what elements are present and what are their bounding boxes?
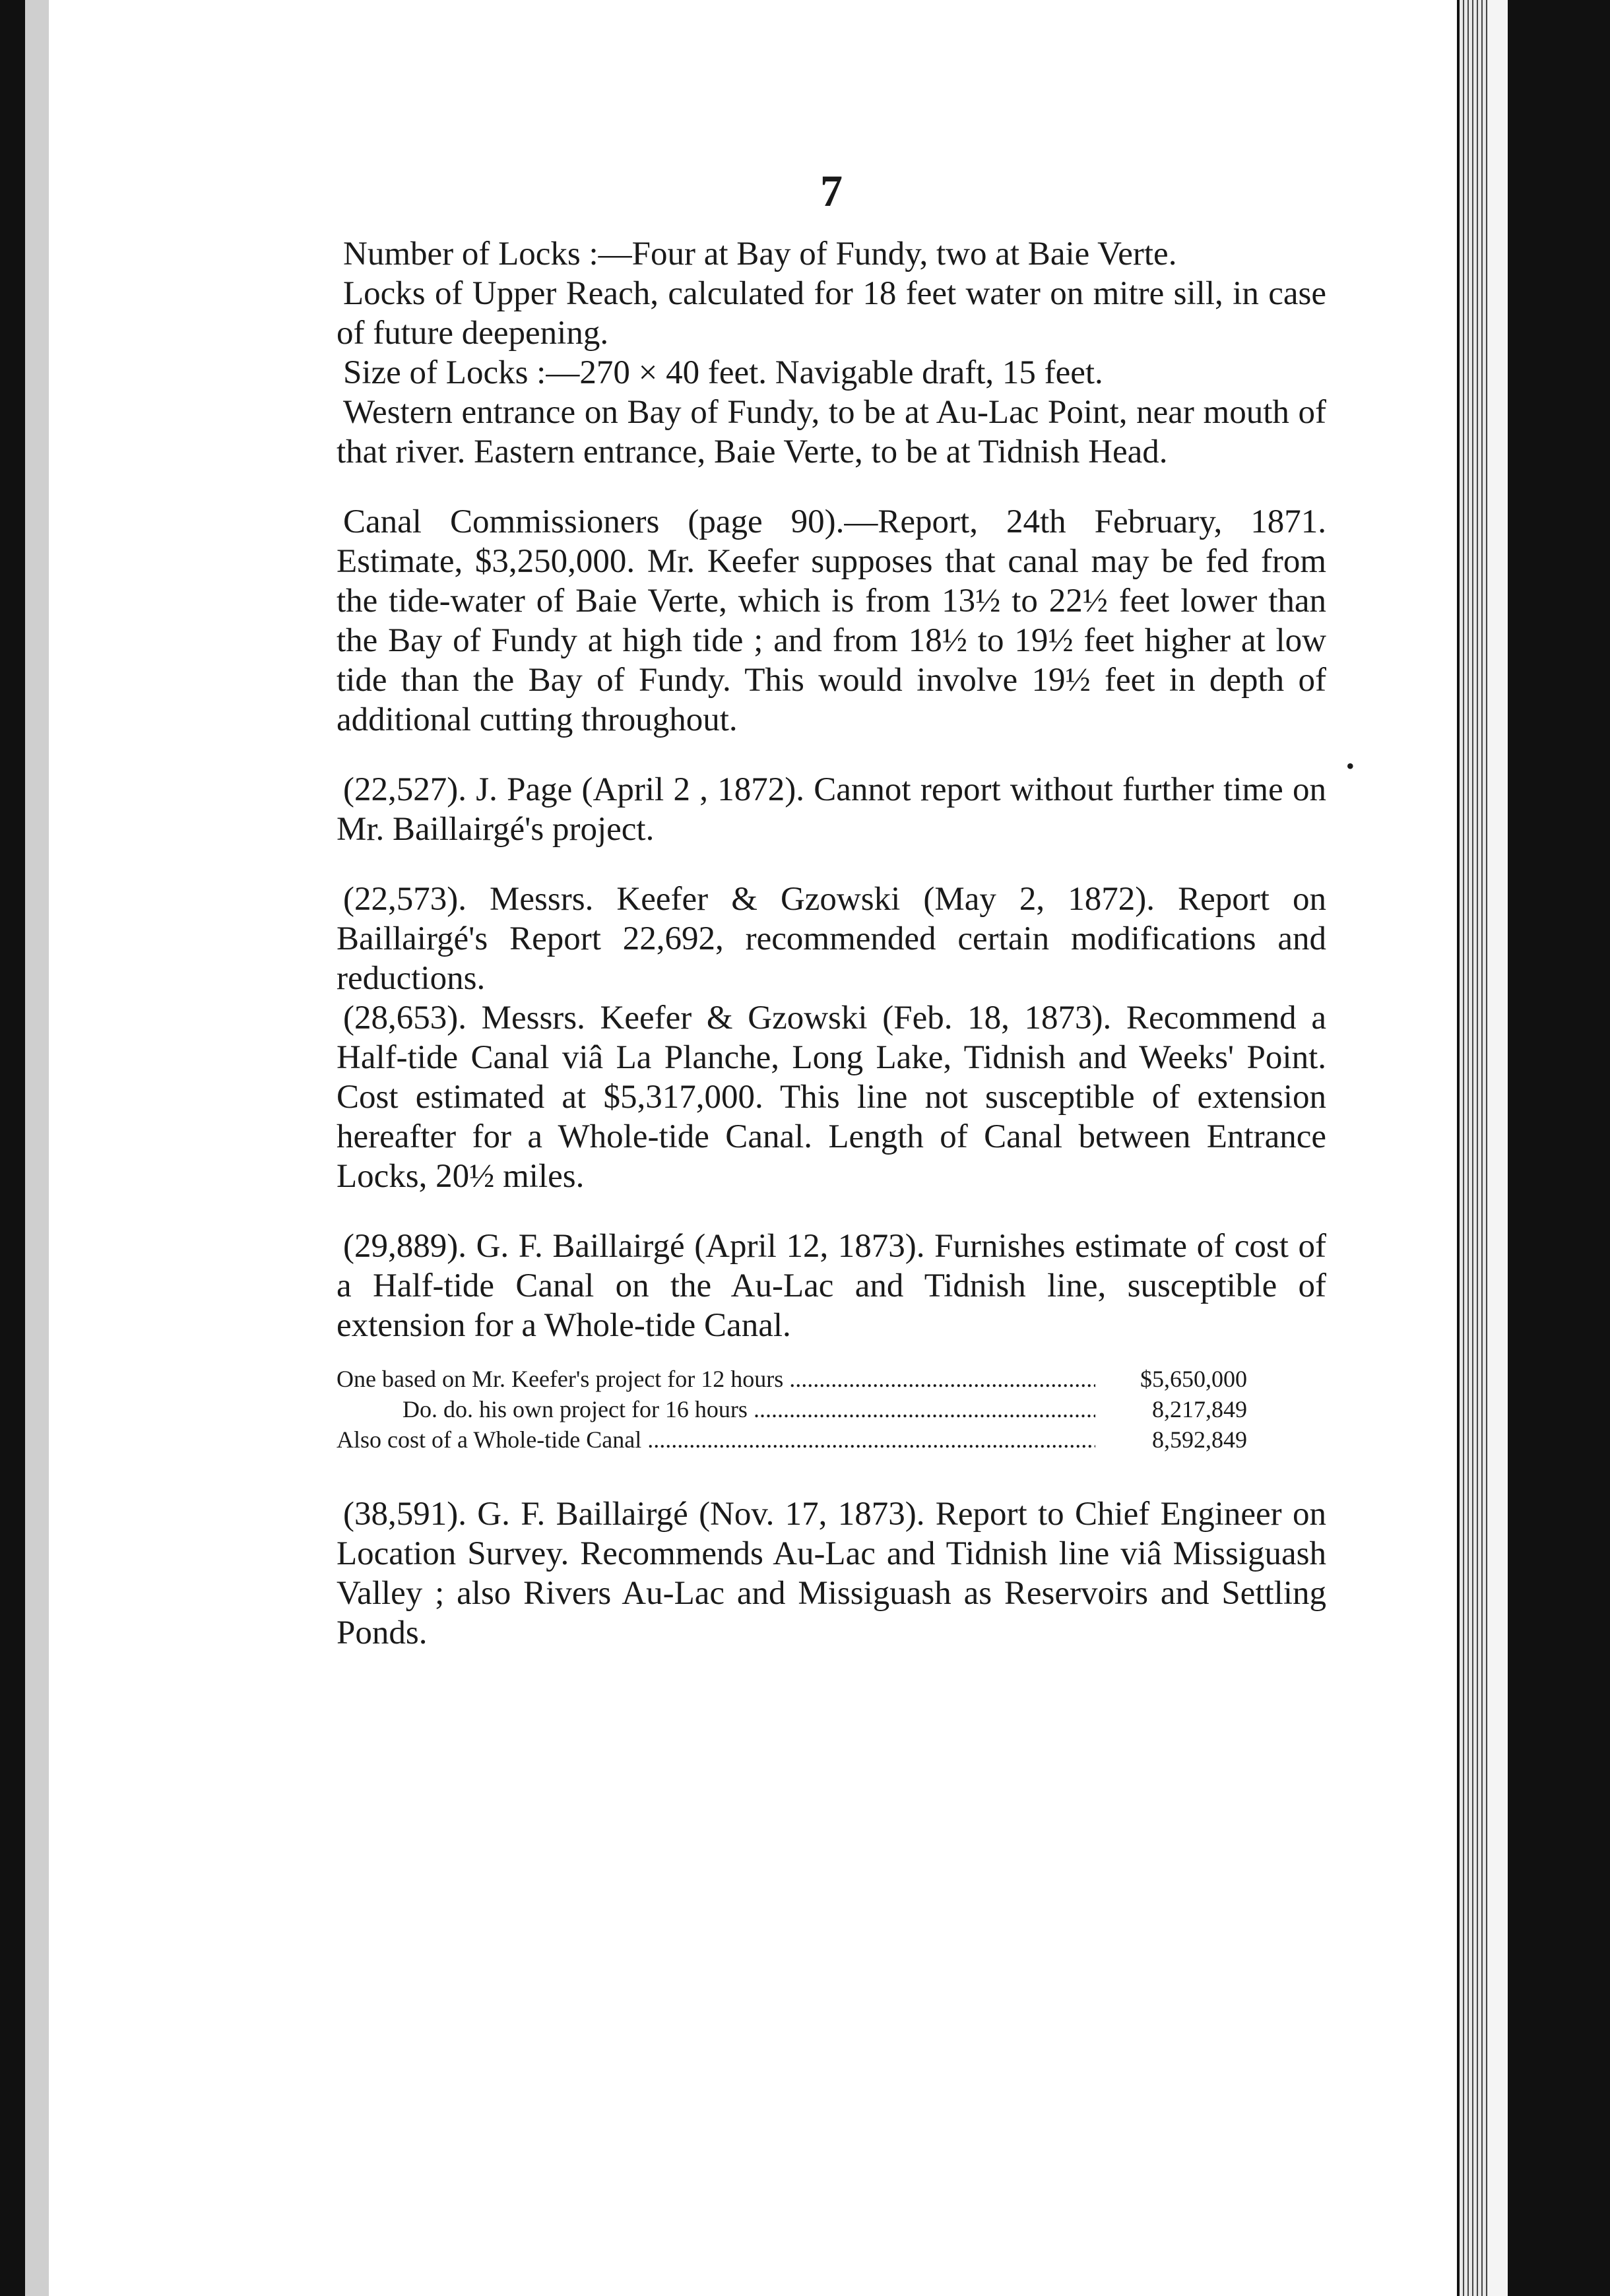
estimate-amount: 8,592,849 (1152, 1426, 1247, 1453)
paragraph-29889: (29,889). G. F. Baillairgé (April 12, 1873). Furnishes estimate of cost of a Half-tide Canal on the Au-Lac and Tidnish line, susceptible of extension for a Whole-tide Canal. (337, 1228, 1326, 1344)
page-edge-leaves (1460, 0, 1489, 2296)
paragraph-entrances: Western entrance on Bay of Fundy, to be at Au-Lac Point, near mouth of that river. Eastern entrance, Baie Verte, to be at Tidnish Head. (337, 394, 1326, 470)
estimate-table (337, 1364, 1247, 1455)
estimate-row (337, 1424, 1247, 1455)
estimate-amount: $5,650,000 (1140, 1366, 1247, 1392)
binding-shadow (0, 0, 25, 2296)
estimate-amount: 8,217,849 (1152, 1396, 1247, 1422)
estimate-description: Do. do. his own project for 16 hours ..... (337, 1394, 1095, 1424)
estimate-row (337, 1394, 1247, 1424)
paragraph-locks-count: Number of Locks :—Four at Bay of Fundy, two at Baie Verte. (343, 236, 1177, 272)
paragraph-canal-commissioners: Canal Commissioners (page 90).—Report, 24th February, 1871. Estimate, $3,250,000. Mr. Keefer supposes that canal may be fed from the tide-water of Baie Verte, which is from 13½ to 22½ feet lower than the Bay of Fundy at high tide ; and from 18½ to 19½ feet higher at low tide than the Bay of Fundy. This would involve 19½ feet in depth of additional cutting throughout. (337, 503, 1326, 738)
paragraph-upper-reach: Locks of Upper Reach, calculated for 18 feet water on mitre sill, in case of future deepening. (337, 275, 1326, 352)
estimate-description: Also cost of a Whole-tide Canal ..... (337, 1424, 1095, 1455)
paragraph-lock-size: Size of Locks :—270 × 40 feet. Navigable draft, 15 feet. (343, 354, 1103, 391)
estimate-description: One based on Mr. Keefer's project for 12 hours ..... (337, 1364, 1095, 1394)
page-number: 7 (820, 166, 843, 216)
paragraph-38591: (38,591). G. F. Baillairgé (Nov. 17, 1873). Report to Chief Engineer on Location Survey. Recommends Au-Lac and Tidnish line viâ Missiguash Valley ; also Rivers Au-Lac and Missiguash as Reservoirs and Settling Ponds. (337, 1496, 1326, 1651)
binding-gutter (25, 0, 49, 2296)
page-edge-inner (1488, 0, 1508, 2296)
page-content (337, 165, 1326, 1653)
estimate-row (337, 1364, 1247, 1394)
paragraph-28653: (28,653). Messrs. Keefer & Gzowski (Feb. 18, 1873). Recommend a Half-tide Canal viâ La Planche, Long Lake, Tidnish and Weeks' Point. Cost estimated at $5,317,000. This line not susceptible of extension hereafter for a Whole-tide Canal. Length of Canal between Entrance Locks, 20½ miles. (337, 1000, 1326, 1195)
margin-mark: • (1346, 753, 1355, 779)
paragraph-22527: (22,527). J. Page (April 2 , 1872). Cannot report without further time on Mr. Baillairgé's project. (337, 771, 1326, 848)
paragraph-22573: (22,573). Messrs. Keefer & Gzowski (May 2, 1872). Report on Baillairgé's Report 22,692, recommended certain modifications and reductions. (337, 881, 1326, 997)
